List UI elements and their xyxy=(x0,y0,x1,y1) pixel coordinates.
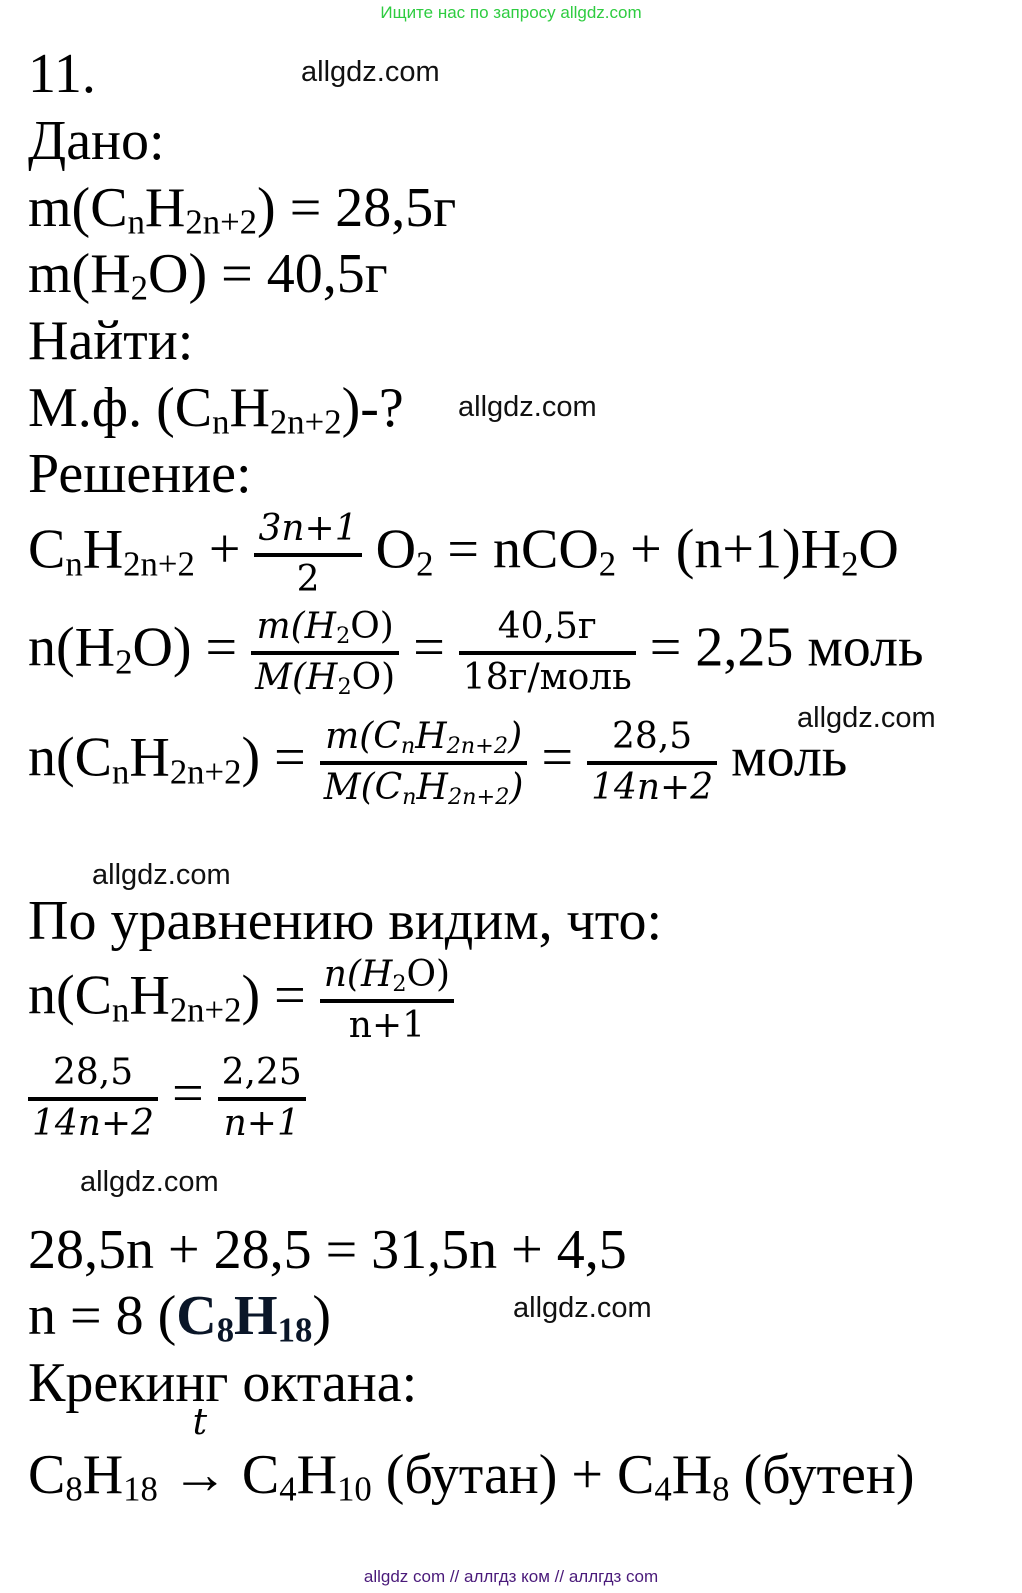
proportion-left-fraction: $\frac{28,5}{14n+2}$ xyxy=(28,1050,158,1148)
given-mass-alkane: $m(C_nH_{2n+2}) = 28,5г$ xyxy=(28,177,457,242)
proportion-equation: $\frac{28,5}{14n+2}$ = $\frac{2,25}{n+1}$ xyxy=(28,1050,306,1148)
find-formula: М.ф. $(C_nH_{2n+2})-$? xyxy=(28,377,404,442)
mole-ratio-fraction: $\frac{n(H_2O)}{n+1}$ xyxy=(320,952,454,1050)
combustion-equation: $C_nH_{2n+2}$ + $\frac{3n+1}{2}$ $O_2 = nCO_2 + (n+1)H_2O$ xyxy=(28,506,899,604)
proportion-right-fraction: $\frac{2,25}{n+1}$ xyxy=(218,1050,306,1148)
watermark: allgdz.com xyxy=(80,1166,219,1198)
watermark: allgdz.com xyxy=(301,56,440,88)
watermark: allgdz.com xyxy=(92,859,231,891)
watermark: allgdz.com xyxy=(513,1292,652,1324)
reaction-arrow: t → xyxy=(171,1402,228,1506)
cracking-equation: $C_8H_{18}$ t → $C_4H_{10}$ (бутан) + $C_4H_8$ (бутен) xyxy=(28,1402,915,1509)
find-label: Найти: xyxy=(28,310,194,372)
top-banner: Ищите нас по запросу allgdz.com xyxy=(380,3,642,22)
linear-equation: 28,5n + 28,5 = 31,5n + 4,5 xyxy=(28,1219,627,1281)
watermark: allgdz.com xyxy=(797,702,936,734)
mole-ratio-equation: $n(C_nH_{2n+2})$ = $\frac{n(H_2O)}{n+1}$ xyxy=(28,952,454,1050)
by-equation-label: По уравнению видим, что: xyxy=(28,890,663,952)
alkane-moles-equation: $n(C_nH_{2n+2})$ = $\frac{m(C_nH_{2n+2})}{M(C_nH_{2n+2})}$ = $\frac{28,5}{14n+2}$ моль xyxy=(28,716,848,810)
given-mass-water: $m(H_2O) = 40,5г$ xyxy=(28,243,388,308)
cracking-label: Крекинг октана: xyxy=(28,1352,418,1414)
solution-label: Решение: xyxy=(28,443,252,505)
oxygen-coefficient-fraction: $\frac{3n+1}{2}$ xyxy=(254,506,361,604)
water-value-fraction: $\frac{40,5г}{\text{18г/моль}}$ xyxy=(459,604,636,702)
task-number: 11. xyxy=(28,43,96,105)
water-moles-equation: $n(H_2O)$ = $\frac{m(H_2O)}{M(H_2O)}$ = $\frac{40,5г}{\text{18г/моль}}$ = 2,25 моль xyxy=(28,606,924,700)
bottom-banner: allgdz com // аллгдз ком // аллгдз com xyxy=(363,1567,659,1586)
watermark: allgdz.com xyxy=(458,391,597,423)
result-formula: $C_8H_{18}$ xyxy=(176,1285,313,1350)
given-label: Дано: xyxy=(28,110,165,172)
alkane-mass-fraction: $\frac{m(C_nH_{2n+2})}{M(C_nH_{2n+2})}$ xyxy=(320,714,528,812)
alkane-value-fraction: $\frac{28,5}{14n+2}$ xyxy=(587,714,717,812)
water-mass-fraction: $\frac{m(H_2O)}{M(H_2O)}$ xyxy=(251,604,399,702)
result-line: n = 8 $(C_8H_{18})$ xyxy=(28,1285,331,1350)
temperature-label: t xyxy=(192,1402,208,1443)
